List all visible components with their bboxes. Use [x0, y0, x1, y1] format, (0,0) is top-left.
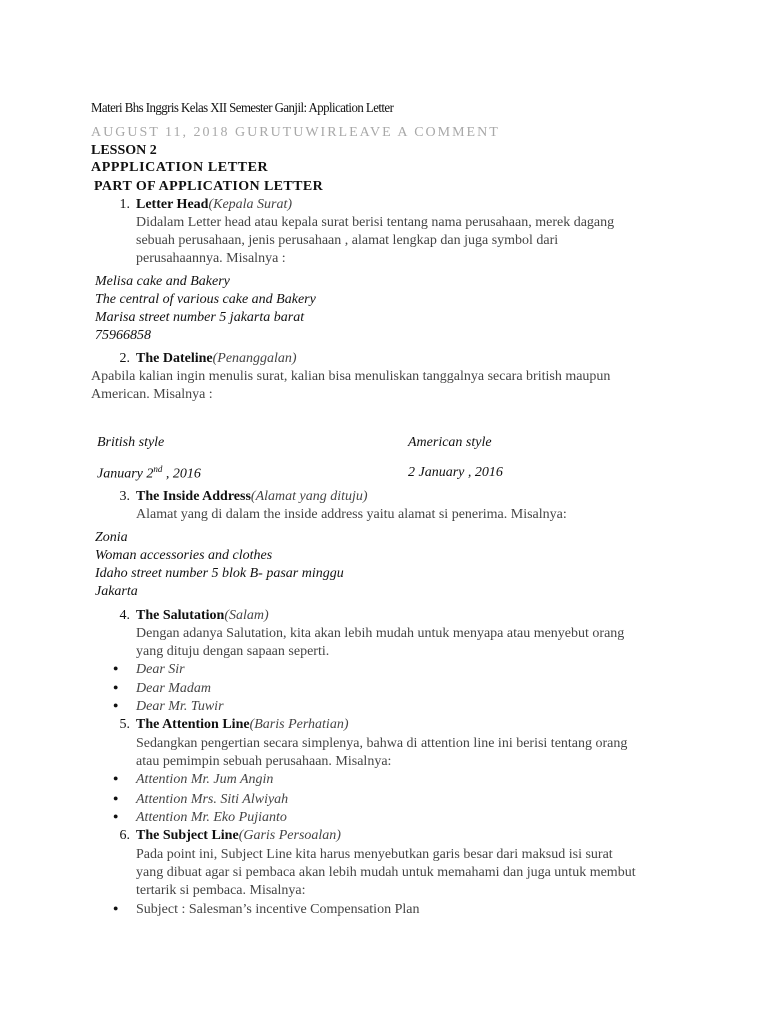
- bullet-item: Subject : Salesman’s incentive Compensation Plan: [136, 902, 420, 917]
- section-text-line: sebuah perusahaan, jenis perusahaan , alamat lengkap dan juga symbol dari: [136, 233, 559, 248]
- section-heading: [136, 716, 348, 734]
- section-text-line: yang dibuat agar si pembaca akan lebih mudah untuk memahami dan juga untuk membut: [136, 865, 636, 880]
- section-number: 6.: [119, 828, 130, 843]
- page-title: Materi Bhs Inggris Kelas XII Semester Ganjil: Application Letter: [91, 101, 394, 116]
- section-translation: (Penanggalan): [212, 351, 297, 366]
- example-line: The central of various cake and Bakery: [95, 292, 316, 307]
- british-month: January 2: [97, 466, 154, 482]
- example-line: Idaho street number 5 blok B- pasar minggu: [95, 566, 344, 581]
- american-style-label: American style: [408, 435, 492, 450]
- section-heading: [136, 488, 368, 506]
- example-line: 75966858: [95, 328, 151, 343]
- section-title: The Subject Line: [136, 828, 239, 843]
- ordinal-suffix: nd: [153, 464, 163, 474]
- american-style-value: 2 January , 2016: [408, 465, 503, 480]
- example-line: Woman accessories and clothes: [95, 548, 273, 563]
- section-text-line: Dengan adanya Salutation, kita akan lebih mudah untuk menyapa atau menyebut orang: [136, 626, 625, 641]
- section-text-line: Sedangkan pengertian secara simplenya, bahwa di attention line ini berisi tentang orang: [136, 736, 628, 751]
- bullet-icon: ●: [113, 700, 119, 710]
- example-line: Melisa cake and Bakery: [95, 274, 230, 289]
- bullet-item: Attention Mrs. Siti Alwiyah: [136, 792, 289, 807]
- example-line: Marisa street number 5 jakarta barat: [95, 310, 305, 325]
- bullet-item: Attention Mr. Eko Pujianto: [136, 810, 287, 825]
- post-meta: AUGUST 11, 2018 GURUTUWIRLEAVE A COMMENT: [91, 125, 500, 140]
- section-text-line: Didalam Letter head atau kepala surat berisi tentang nama perusahaan, merek dagang: [136, 215, 615, 230]
- section-translation: (Baris Perhatian): [249, 717, 349, 732]
- section-title: The Attention Line: [136, 717, 250, 732]
- lesson-label: LESSON 2: [91, 143, 157, 158]
- bullet-item: Dear Madam: [136, 681, 212, 696]
- section-number: 2.: [119, 351, 130, 366]
- bullet-icon: ●: [113, 793, 119, 803]
- example-line: Zonia: [95, 530, 128, 545]
- section-number: 4.: [119, 608, 130, 623]
- section-number: 3.: [119, 489, 130, 504]
- example-line: Jakarta: [95, 584, 138, 599]
- main-heading: APPPLICATION LETTER: [91, 160, 269, 175]
- section-heading: [136, 196, 292, 214]
- section-title: The Salutation: [136, 608, 225, 623]
- section-text-line: Apabila kalian ingin menulis surat, kalian bisa menuliskan tanggalnya secara british maupun: [91, 369, 611, 384]
- bullet-icon: ●: [113, 682, 119, 692]
- section-heading: [136, 607, 269, 625]
- section-title: The Dateline: [136, 351, 213, 366]
- section-text-line: Pada point ini, Subject Line kita harus menyebutkan garis besar dari maksud isi surat: [136, 847, 613, 862]
- section-translation: (Garis Persoalan): [238, 828, 341, 843]
- section-translation: (Kepala Surat): [208, 197, 293, 212]
- section-text-line: American. Misalnya :: [91, 387, 213, 402]
- section-translation: (Salam): [224, 608, 269, 623]
- section-title: The Inside Address: [136, 489, 251, 504]
- section-text-line: perusahaannya. Misalnya :: [136, 251, 286, 266]
- section-number: 1.: [119, 197, 130, 212]
- section-heading: [136, 827, 341, 845]
- bullet-item: Dear Sir: [136, 662, 185, 677]
- section-text-line: atau pemimpin sebuah perusahaan. Misalnya:: [136, 754, 392, 769]
- section-text-line: Alamat yang di dalam the inside address yaitu alamat si penerima. Misalnya:: [136, 507, 567, 522]
- section-text-line: tertarik si pembaca. Misalnya:: [136, 883, 306, 898]
- british-style-value: [97, 464, 201, 484]
- section-title: Letter Head: [136, 197, 209, 212]
- section-translation: (Alamat yang dituju): [250, 489, 368, 504]
- bullet-item: Attention Mr. Jum Angin: [136, 772, 274, 787]
- section-number: 5.: [119, 717, 130, 732]
- bullet-icon: ●: [113, 773, 119, 783]
- section-heading: [136, 350, 297, 368]
- bullet-item: Dear Mr. Tuwir: [136, 699, 224, 714]
- british-style-label: British style: [97, 435, 165, 450]
- bullet-icon: ●: [113, 663, 119, 673]
- section-text-line: yang dituju dengan sapaan seperti.: [136, 644, 330, 659]
- subheading: PART OF APPLICATION LETTER: [94, 179, 324, 194]
- british-year: , 2016: [162, 466, 201, 482]
- bullet-icon: ●: [113, 903, 119, 913]
- bullet-icon: ●: [113, 811, 119, 821]
